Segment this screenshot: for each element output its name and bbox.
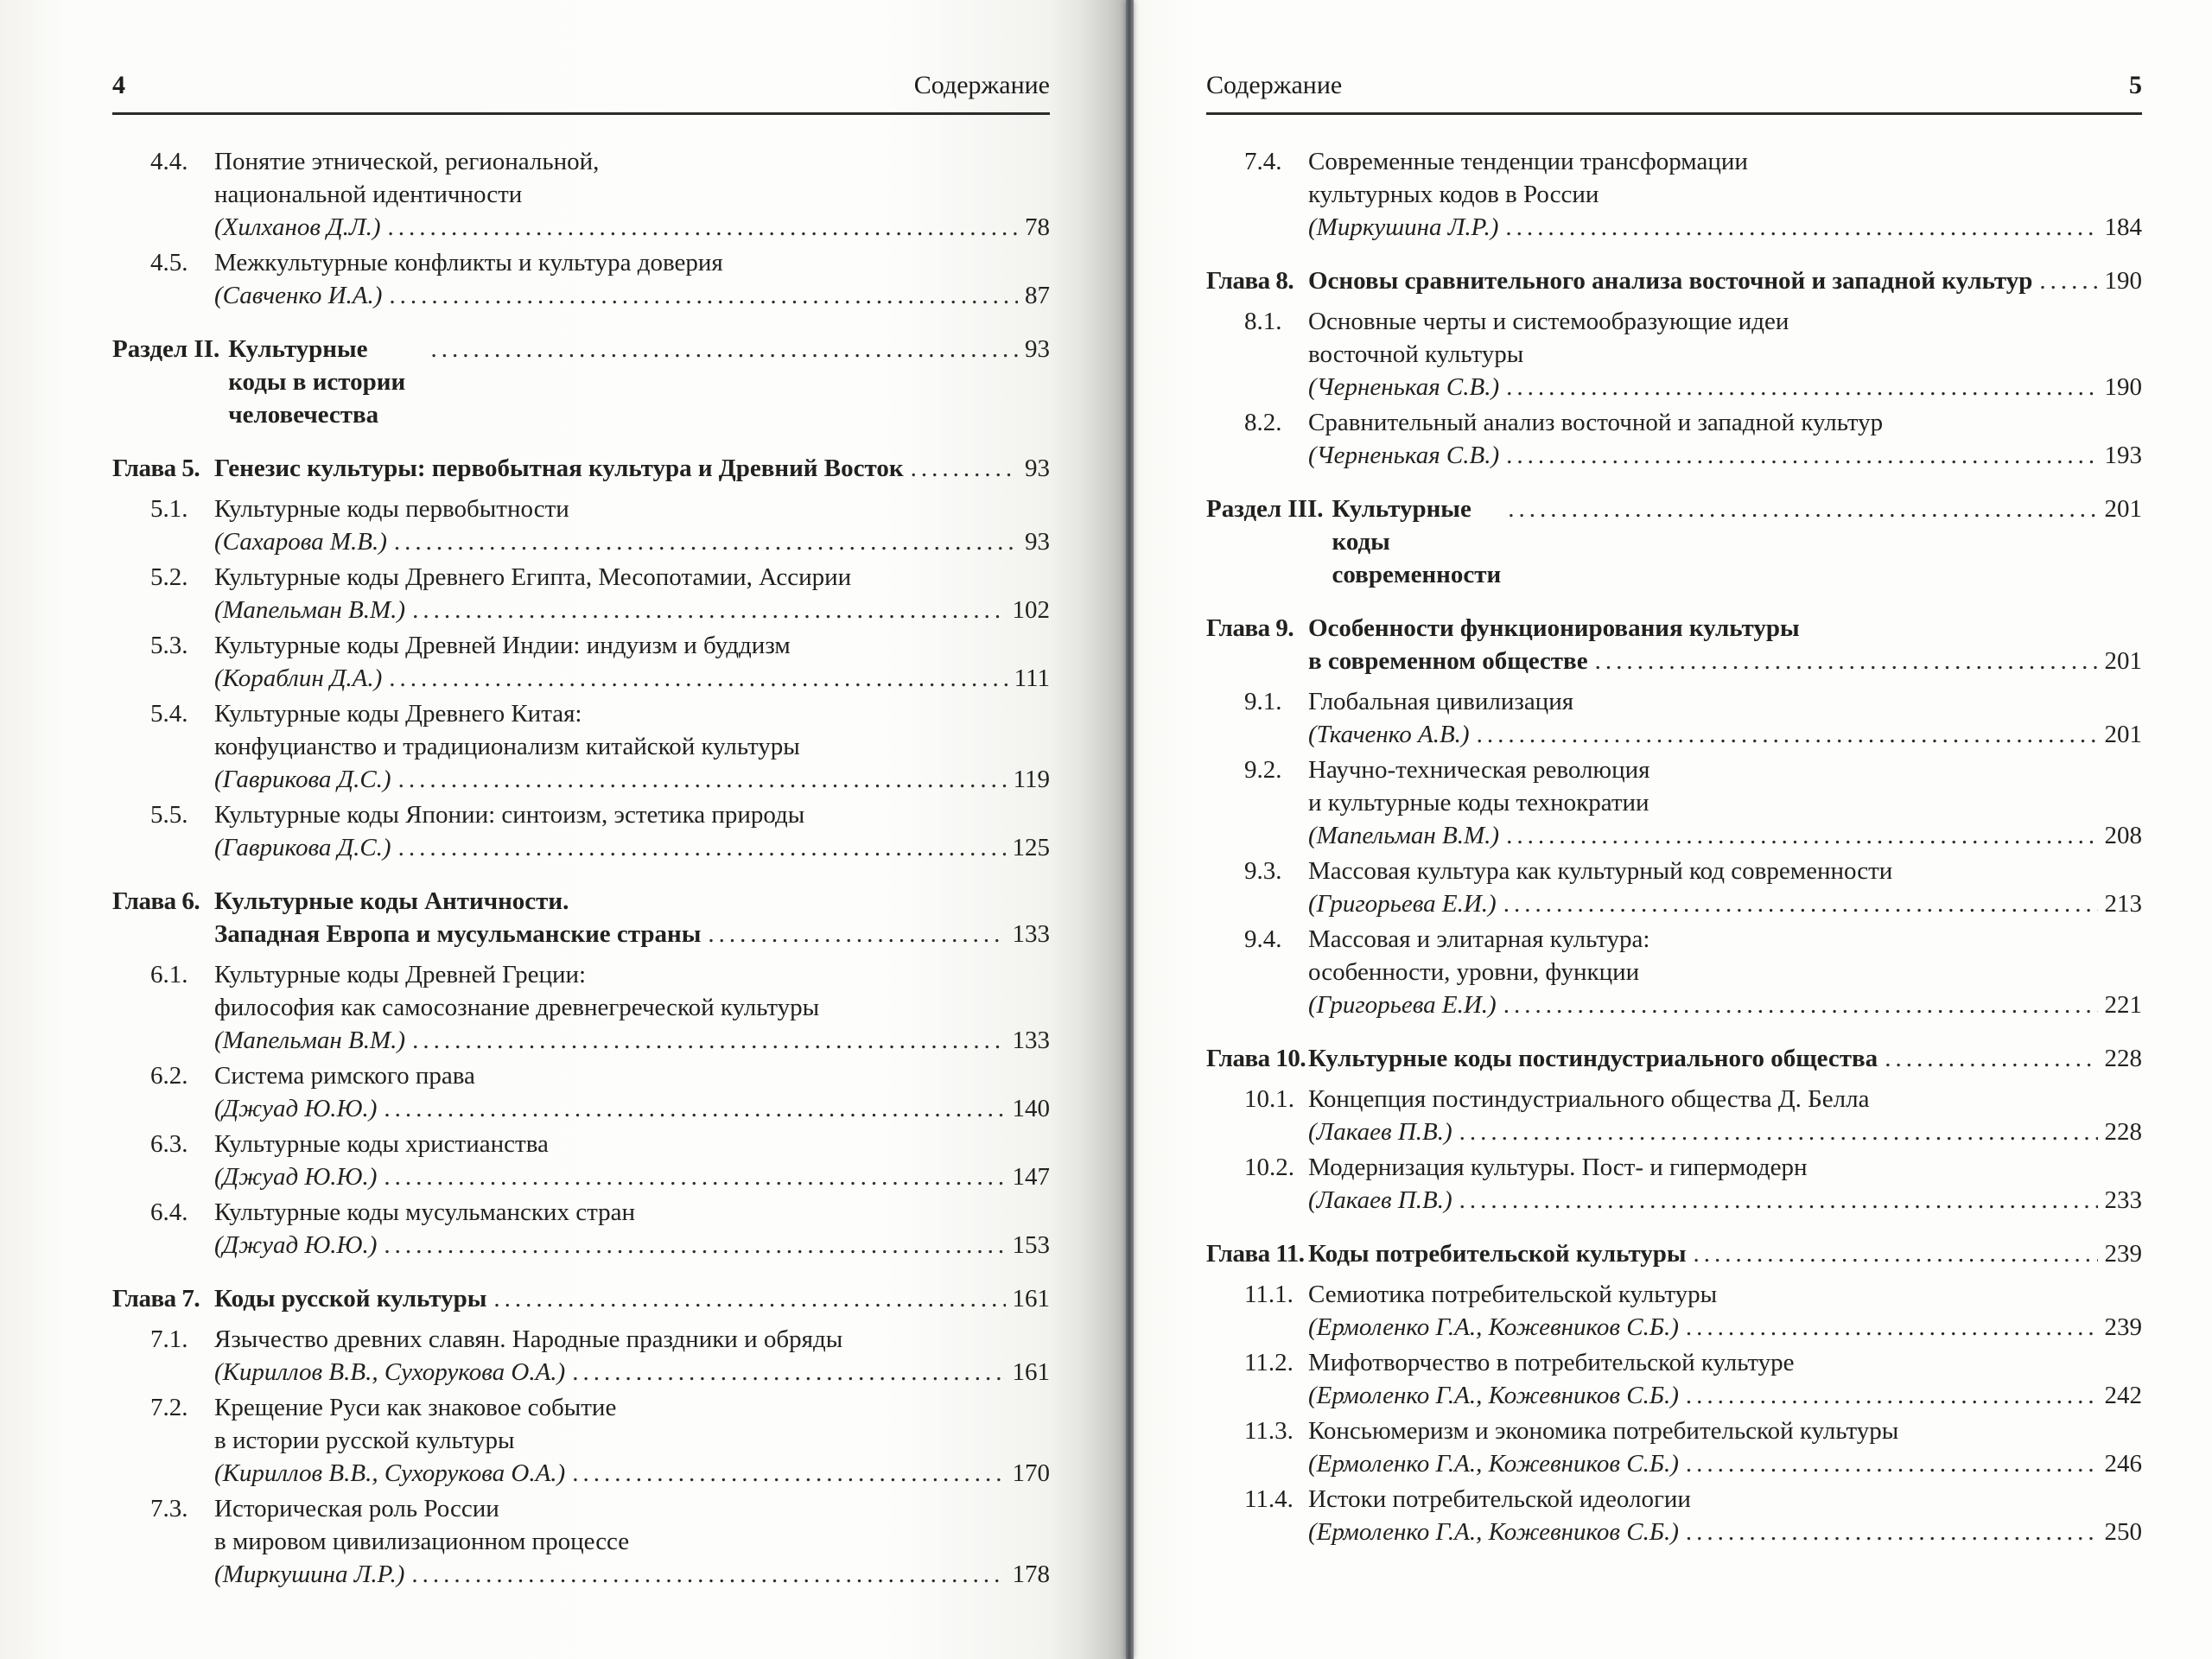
entry-title-line: в мировом цивилизационном процессе <box>214 1528 630 1555</box>
entry-page-number: 78 <box>1025 213 1050 241</box>
dot-leader <box>1506 371 2097 404</box>
toc-entry-item <box>112 629 1050 695</box>
chapter-label: Глава 7. <box>112 1285 200 1313</box>
dot-leader <box>1686 1311 2098 1344</box>
entry-title-line: конфуцианство и традиционализм китайской культуры <box>214 733 800 760</box>
toc-entry-section <box>1206 493 2142 591</box>
entry-page-number: 213 <box>2104 890 2142 918</box>
toc-entry-item <box>1206 1414 2142 1480</box>
entry-authors-row <box>214 1558 1050 1591</box>
toc-entry-item <box>112 1492 1050 1591</box>
toc-entry-chapter <box>1206 264 2142 297</box>
entry-authors-row <box>214 831 1050 864</box>
item-number-label: 6.4. <box>150 1198 188 1226</box>
dot-leader <box>398 763 1007 796</box>
item-number-label: 8.2. <box>1244 409 1282 436</box>
running-title-left: Содержание <box>913 71 1050 99</box>
toc-entry-item <box>1206 1346 2142 1412</box>
entry-authors: (Григорьева Е.И.) <box>1308 991 1497 1019</box>
entry-page-number: 102 <box>1012 596 1050 624</box>
entry-authors-row <box>214 525 1050 558</box>
item-number-label: 4.5. <box>150 249 188 276</box>
dot-leader <box>1506 819 2097 852</box>
entry-authors: (Кораблин Д.А.) <box>214 664 383 692</box>
dot-leader <box>412 1024 1005 1057</box>
entry-authors: (Черненькая С.В.) <box>1308 373 1500 401</box>
dot-leader <box>1508 493 2097 525</box>
dot-leader <box>2039 264 2097 297</box>
entry-title-line: Мифотворчество в потребительской культуре <box>1308 1349 1795 1376</box>
entry-title-line: Культурные коды христианства <box>214 1130 549 1158</box>
entry-page-number: 242 <box>2104 1382 2142 1409</box>
entry-authors-row <box>1308 371 2142 404</box>
entry-authors: (Черненькая С.В.) <box>1308 442 1500 469</box>
dot-leader <box>1503 988 2098 1021</box>
entry-authors: (Лакаев П.В.) <box>1308 1186 1452 1214</box>
toc-right <box>1206 145 2142 1551</box>
toc-entry-item <box>1206 753 2142 852</box>
item-number-label: 9.3. <box>1244 857 1282 885</box>
entry-title-line: культурных кодов в России <box>1308 181 1599 208</box>
entry-page-number: 93 <box>1025 335 1050 363</box>
entry-page-number: 193 <box>2104 442 2142 469</box>
toc-entry-chapter <box>112 452 1050 485</box>
entry-title-line: Язычество древних славян. Народные праздники и обряды <box>214 1325 843 1353</box>
page-number-left: 4 <box>112 71 125 99</box>
entry-authors-row <box>214 1024 1050 1057</box>
toc-entry-chapter <box>112 1282 1050 1315</box>
entry-authors-row <box>1308 1447 2142 1480</box>
entry-page-number: 153 <box>1012 1231 1050 1259</box>
entry-title-line: философия как самосознание древнегреческой культуры <box>214 994 820 1021</box>
entry-title-line: Межкультурные конфликты и культура доверия <box>214 249 723 276</box>
entry-title-line: Культурные коды Японии: синтоизм, эстетика природы <box>214 801 805 829</box>
toc-entry-item <box>1206 145 2142 244</box>
entry-authors: (Миркушина Л.Р.) <box>1308 213 1499 241</box>
section-label: Раздел III. <box>1206 495 1324 523</box>
dot-leader <box>1686 1447 2098 1480</box>
entry-page-number: 228 <box>2104 1045 2142 1072</box>
entry-authors: (Ткаченко А.В.) <box>1308 721 1470 748</box>
dot-leader <box>493 1282 1005 1315</box>
toc-entry-item <box>1206 855 2142 920</box>
entry-authors-row <box>1308 1379 2142 1412</box>
entry-page-number: 239 <box>2104 1240 2142 1268</box>
entry-page-number: 239 <box>2104 1313 2142 1341</box>
entry-title-line: Западная Европа и мусульманские страны <box>214 920 702 948</box>
entry-title-line: Культурные коды Древнего Египта, Месопотамии, Ассирии <box>214 563 852 591</box>
item-number-label: 10.2. <box>1244 1154 1294 1181</box>
entry-page-number: 201 <box>2104 721 2142 748</box>
entry-title-line: Крещение Руси как знаковое событие <box>214 1394 617 1421</box>
entry-title-line: Культурные коды Древней Греции: <box>214 961 587 988</box>
entry-authors: (Мапельман В.М.) <box>214 1027 406 1054</box>
entry-authors: (Ермоленко Г.А., Кожевников С.Б.) <box>1308 1450 1679 1478</box>
entry-page-number: 133 <box>1012 1027 1050 1054</box>
entry-authors: (Григорьева Е.И.) <box>1308 890 1497 918</box>
entry-authors: (Ермоленко Г.А., Кожевников С.Б.) <box>1308 1518 1679 1546</box>
entry-title-line: Культурные коды Древнего Китая: <box>214 700 582 728</box>
entry-authors: (Мапельман В.М.) <box>1308 822 1500 849</box>
entry-title-row <box>214 452 1050 485</box>
entry-authors: (Джуад Ю.Ю.) <box>214 1095 378 1122</box>
entry-authors-row <box>1308 439 2142 472</box>
dot-leader <box>394 525 1018 558</box>
entry-authors: (Ермоленко Г.А., Кожевников С.Б.) <box>1308 1313 1679 1341</box>
entry-page-number: 184 <box>2104 213 2142 241</box>
toc-entry-item <box>112 1059 1050 1125</box>
item-number-label: 5.4. <box>150 700 188 728</box>
entry-title-line: Глобальная цивилизация <box>1308 688 1574 715</box>
entry-title-line: Культурные коды постиндустриального общества <box>1308 1045 1878 1072</box>
dot-leader <box>384 1092 1005 1125</box>
entry-authors: (Миркушина Л.Р.) <box>214 1560 405 1588</box>
entry-authors-row <box>214 1229 1050 1262</box>
entry-authors-row <box>214 1092 1050 1125</box>
toc-entry-item <box>112 798 1050 864</box>
entry-page-number: 201 <box>2104 647 2142 675</box>
chapter-label: Глава 10. <box>1206 1045 1306 1072</box>
entry-title-line: Коды русской культуры <box>214 1285 487 1313</box>
entry-authors-row <box>214 763 1050 796</box>
dot-leader <box>384 1229 1005 1262</box>
entry-page-number: 161 <box>1012 1285 1050 1313</box>
toc-entry-item <box>112 1323 1050 1389</box>
right-page-header <box>1206 71 2142 115</box>
section-title: Культурные коды современности <box>1332 495 1502 588</box>
entry-title-line: Сравнительный анализ восточной и западной культур <box>1308 409 1884 436</box>
toc-entry-item <box>112 561 1050 626</box>
dot-leader <box>1503 887 2098 920</box>
chapter-label: Глава 5. <box>112 454 200 482</box>
item-number-label: 7.4. <box>1244 148 1282 175</box>
dot-leader <box>1694 1237 2098 1270</box>
entry-authors: (Кириллов В.В., Сухорукова О.А.) <box>214 1459 566 1487</box>
entry-title-line: Система римского права <box>214 1062 475 1090</box>
entry-title-line: Основные черты и системообразующие идеи <box>1308 308 1789 335</box>
entry-authors: (Джуад Ю.Ю.) <box>214 1163 378 1191</box>
dot-leader <box>1686 1516 2098 1548</box>
entry-title-line: Культурные коды Древней Индии: индуизм и буддизм <box>214 632 791 659</box>
item-number-label: 9.2. <box>1244 756 1282 784</box>
page-number-right: 5 <box>2129 71 2142 99</box>
entry-authors-row <box>214 594 1050 626</box>
entry-page-number: 228 <box>2104 1118 2142 1146</box>
toc-entry-item <box>1206 1151 2142 1217</box>
dot-leader <box>411 1558 1005 1591</box>
dot-leader <box>387 211 1018 244</box>
toc-entry-chapter <box>112 885 1050 950</box>
toc-left <box>112 145 1050 1593</box>
chapter-label: Глава 11. <box>1206 1240 1305 1268</box>
entry-authors: (Ермоленко Г.А., Кожевников С.Б.) <box>1308 1382 1679 1409</box>
entry-authors-row <box>214 1356 1050 1389</box>
entry-title-line: Современные тенденции трансформации <box>1308 148 1748 175</box>
entry-authors-row <box>1308 1516 2142 1548</box>
entry-page-number: 87 <box>1025 282 1050 309</box>
toc-entry-item <box>1206 685 2142 751</box>
dot-leader <box>1459 1116 2098 1148</box>
item-number-label: 8.1. <box>1244 308 1282 335</box>
entry-page-number: 170 <box>1012 1459 1050 1487</box>
toc-entry-item <box>1206 305 2142 404</box>
dot-leader <box>1595 645 2098 677</box>
toc-entry-item <box>1206 1483 2142 1548</box>
entry-page-number: 178 <box>1012 1560 1050 1588</box>
dot-leader <box>1459 1184 2098 1217</box>
item-number-label: 11.3. <box>1244 1417 1294 1445</box>
entry-title-line: Коды потребительской культуры <box>1308 1240 1687 1268</box>
entry-authors: (Сахарова М.В.) <box>214 528 387 556</box>
item-number-label: 11.4. <box>1244 1485 1294 1513</box>
item-number-label: 6.1. <box>150 961 188 988</box>
dot-leader <box>572 1356 1005 1389</box>
entry-title-line: Историческая роль России <box>214 1495 499 1522</box>
dot-leader <box>412 594 1005 626</box>
entry-authors: (Лакаев П.В.) <box>1308 1118 1452 1146</box>
dot-leader <box>430 333 1018 365</box>
entry-title-line: особенности, уровни, функции <box>1308 958 1640 986</box>
dot-leader <box>389 279 1018 312</box>
entry-authors-row <box>1308 718 2142 751</box>
entry-title-line: в истории русской культуры <box>214 1427 515 1454</box>
dot-leader <box>1686 1379 2098 1412</box>
dot-leader <box>911 452 1018 485</box>
item-number-label: 6.3. <box>150 1130 188 1158</box>
item-number-label: 5.3. <box>150 632 188 659</box>
entry-page-number: 250 <box>2104 1518 2142 1546</box>
left-page-header <box>112 71 1050 115</box>
toc-entry-item <box>1206 923 2142 1021</box>
entry-page-number: 190 <box>2104 267 2142 295</box>
item-number-label: 6.2. <box>150 1062 188 1090</box>
entry-title-line: Основы сравнительного анализа восточной и западной культур <box>1308 267 2033 295</box>
toc-entry-chapter <box>1206 1042 2142 1075</box>
entry-authors-row <box>1308 988 2142 1021</box>
entry-title-line: Семиотика потребительской культуры <box>1308 1281 1718 1308</box>
entry-page-number: 201 <box>2104 495 2142 523</box>
dot-leader <box>1505 211 2097 244</box>
entry-title-line: и культурные коды технократии <box>1308 789 1649 817</box>
entry-authors: (Хилханов Д.Л.) <box>214 213 381 241</box>
entry-authors-row <box>214 279 1050 312</box>
entry-title-row <box>214 1282 1050 1315</box>
entry-title-line: Особенности функционирования культуры <box>1308 614 1800 642</box>
entry-page-number: 93 <box>1025 528 1050 556</box>
entry-page-number: 190 <box>2104 373 2142 401</box>
item-number-label: 7.1. <box>150 1325 188 1353</box>
entry-authors-row <box>214 1457 1050 1490</box>
chapter-label: Глава 6. <box>112 887 200 915</box>
dot-leader <box>1506 439 2097 472</box>
entry-authors-row <box>1308 887 2142 920</box>
entry-title-row <box>1308 1237 2142 1270</box>
entry-title-line: Культурные коды мусульманских стран <box>214 1198 635 1226</box>
entry-authors-row <box>1308 211 2142 244</box>
entry-title-row <box>214 918 1050 950</box>
entry-title-row <box>1308 264 2142 297</box>
entry-title-line: Массовая культура как культурный код современности <box>1308 857 1893 885</box>
toc-entry-item <box>112 1196 1050 1262</box>
dot-leader <box>572 1457 1005 1490</box>
entry-page-number: 93 <box>1025 454 1050 482</box>
item-number-label: 4.4. <box>150 148 188 175</box>
entry-page-number: 125 <box>1012 834 1050 861</box>
entry-authors-row <box>214 211 1050 244</box>
entry-title-line: Модернизация культуры. Пост- и гипермодерн <box>1308 1154 1808 1181</box>
entry-authors: (Савченко И.А.) <box>214 282 383 309</box>
toc-entry-section <box>112 333 1050 431</box>
entry-authors: (Мапельман В.М.) <box>214 596 406 624</box>
entry-authors-row <box>214 662 1050 695</box>
toc-entry-item <box>112 1128 1050 1193</box>
toc-entry-item <box>1206 1278 2142 1344</box>
entry-title-row <box>1308 645 2142 677</box>
entry-title-line: в современном обществе <box>1308 647 1588 675</box>
toc-entry-chapter <box>1206 612 2142 677</box>
dot-leader <box>708 918 1005 950</box>
entry-authors: (Джуад Ю.Ю.) <box>214 1231 378 1259</box>
entry-page-number: 221 <box>2104 991 2142 1019</box>
entry-title-line: Понятие этнической, региональной, <box>214 148 600 175</box>
toc-entry-item <box>1206 1083 2142 1148</box>
toc-entry-item <box>112 246 1050 312</box>
entry-title-row <box>1308 1042 2142 1075</box>
entry-page-number: 233 <box>2104 1186 2142 1214</box>
dot-leader <box>384 1160 1005 1193</box>
entry-page-number: 140 <box>1012 1095 1050 1122</box>
entry-authors-row <box>1308 819 2142 852</box>
item-number-label: 5.5. <box>150 801 188 829</box>
entry-page-number: 208 <box>2104 822 2142 849</box>
item-number-label: 7.3. <box>150 1495 188 1522</box>
entry-authors-row <box>1308 1184 2142 1217</box>
item-number-label: 5.1. <box>150 495 188 523</box>
toc-entry-item <box>112 493 1050 558</box>
dot-leader <box>1885 1042 2097 1075</box>
dot-leader <box>389 662 1007 695</box>
toc-entry-item <box>112 1391 1050 1490</box>
entry-title-line: Генезис культуры: первобытная культура и Древний Восток <box>214 454 904 482</box>
item-number-label: 10.1. <box>1244 1085 1294 1113</box>
entry-title-line: Консьюмеризм и экономика потребительской культуры <box>1308 1417 1899 1445</box>
entry-authors-row <box>1308 1116 2142 1148</box>
section-label: Раздел II. <box>112 335 220 363</box>
entry-page-number: 147 <box>1012 1163 1050 1191</box>
entry-title-line: восточной культуры <box>1308 340 1524 368</box>
item-number-label: 9.1. <box>1244 688 1282 715</box>
entry-authors: (Гаврикова Д.С.) <box>214 834 391 861</box>
item-number-label: 7.2. <box>150 1394 188 1421</box>
entry-page-number: 161 <box>1012 1358 1050 1386</box>
entry-page-number: 111 <box>1014 664 1050 692</box>
item-number-label: 9.4. <box>1244 925 1282 953</box>
entry-authors-row <box>1308 1311 2142 1344</box>
item-number-label: 11.1. <box>1244 1281 1294 1308</box>
item-number-label: 5.2. <box>150 563 188 591</box>
item-number-label: 11.2. <box>1244 1349 1294 1376</box>
dot-leader <box>1477 718 2098 751</box>
entry-authors: (Кириллов В.В., Сухорукова О.А.) <box>214 1358 566 1386</box>
toc-entry-chapter <box>1206 1237 2142 1270</box>
right-page <box>1106 0 2212 1659</box>
entry-page-number: 246 <box>2104 1450 2142 1478</box>
entry-title-line: Научно-техническая революция <box>1308 756 1650 784</box>
entry-page-number: 133 <box>1012 920 1050 948</box>
chapter-label: Глава 9. <box>1206 614 1294 642</box>
entry-authors: (Гаврикова Д.С.) <box>214 766 391 793</box>
entry-title-line: Культурные коды Античности. <box>214 887 569 915</box>
entry-title-line: Массовая и элитарная культура: <box>1308 925 1650 953</box>
entry-title-line: Истоки потребительской идеологии <box>1308 1485 1691 1513</box>
chapter-label: Глава 8. <box>1206 267 1294 295</box>
section-title: Культурные коды в истории человечества <box>228 335 406 429</box>
toc-entry-item <box>112 145 1050 244</box>
toc-entry-item <box>112 958 1050 1057</box>
entry-title-line: Концепция постиндустриального общества Д. Белла <box>1308 1085 1870 1113</box>
running-title-right: Содержание <box>1206 71 1343 99</box>
toc-entry-item <box>1206 406 2142 472</box>
toc-entry-item <box>112 697 1050 796</box>
entry-authors-row <box>214 1160 1050 1193</box>
entry-page-number: 119 <box>1013 766 1050 793</box>
entry-title-line: национальной идентичности <box>214 181 523 208</box>
dot-leader <box>398 831 1006 864</box>
entry-title-line: Культурные коды первобытности <box>214 495 569 523</box>
